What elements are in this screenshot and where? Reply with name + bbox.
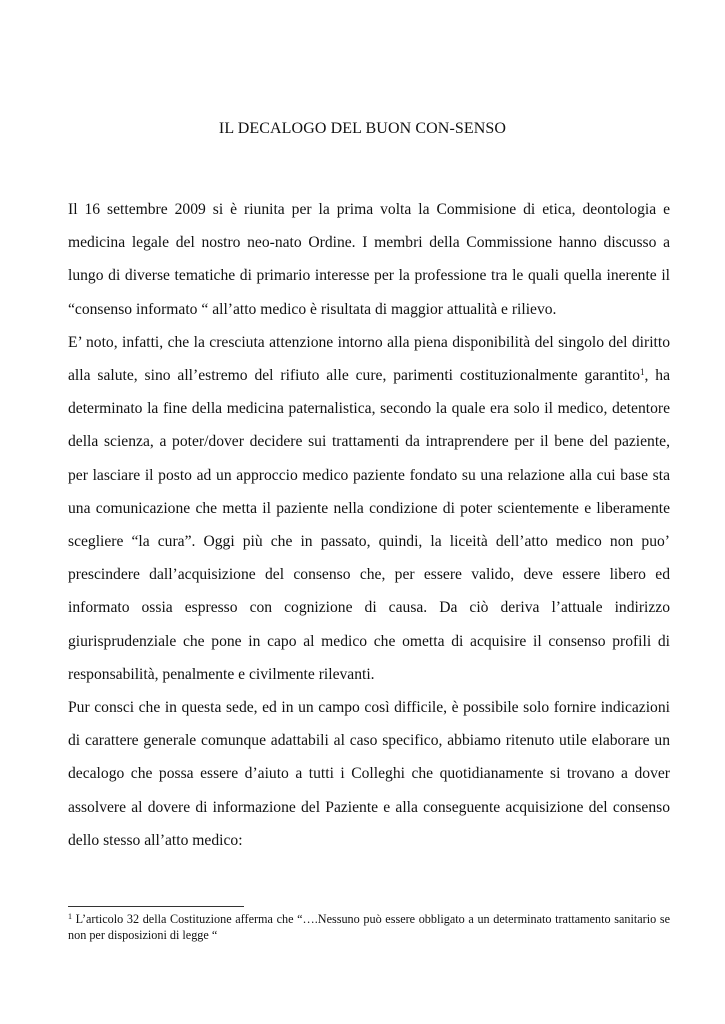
footnote: [68, 911, 670, 943]
paragraph-consent-context: [68, 326, 670, 691]
paragraph-consent-text-end: , ha determinato la fine della medicina paternalistica, secondo la quale era solo il medico, detentore della scienza, a poter/dover decidere sui trattamenti da intraprendere per il bene del paziente, per lasciare il posto ad un approccio medico paziente fondato su una relazione alla cui base sta una comunicazione che metta il paziente nella condizione di poter scientemente e liberamente scegliere “la cura”. Oggi più che in passato, quindi, la liceità dell’atto medico non puo’ prescindere dall’acquisizione del consenso che, per essere valido, deve essere libero ed informato ossia espresso con cognizione di causa. Da ciò deriva l’attuale indirizzo giurisprudenziale che pone in capo al medico che ometta di acquisire il consenso profili di responsabilità, penalmente e civilmente rilevanti.: [68, 367, 670, 683]
footnote-text: L’articolo 32 della Costituzione afferma che “….Nessuno può essere obbligato a un determinato trattamento sanitario se non per disposizioni di legge “: [68, 912, 670, 942]
footnote-separator: [68, 906, 244, 907]
document-body: [68, 193, 670, 857]
paragraph-consent-text-start: E’ noto, infatti, che la cresciuta attenzione intorno alla piena disponibilità del singolo del diritto alla salute, sino all’estremo del rifiuto alle cure, parimenti costituzionalmente garantito: [68, 333, 670, 385]
paragraph-intro: Il 16 settembre 2009 si è riunita per la prima volta la Commisione di etica, deontologia e medicina legale del nostro neo-nato Ordine. I membri della Commissione hanno discusso a lungo di diverse tematiche di primario interesse per la professione tra le quali quella inerente il “consenso informato “ all’atto medico è risultata di maggior attualità e rilievo.: [68, 201, 670, 318]
footnote-number: 1: [68, 912, 72, 921]
paragraph-decalogue-purpose: Pur consci che in questa sede, ed in un campo così difficile, è possibile solo fornire indicazioni di carattere generale comunque adattabili al caso specifico, abbiamo ritenuto utile elaborare un decalogo che possa essere d’aiuto a tutti i Colleghi che quotidianamente si trovano a dover assolvere al dovere di informazione del Paziente e alla conseguente acquisizione del consenso dello stesso all’atto medico:: [68, 699, 670, 849]
document-title: IL DECALOGO DEL BUON CON-SENSO: [218, 120, 507, 137]
footnote-reference[interactable]: 1: [639, 367, 645, 378]
